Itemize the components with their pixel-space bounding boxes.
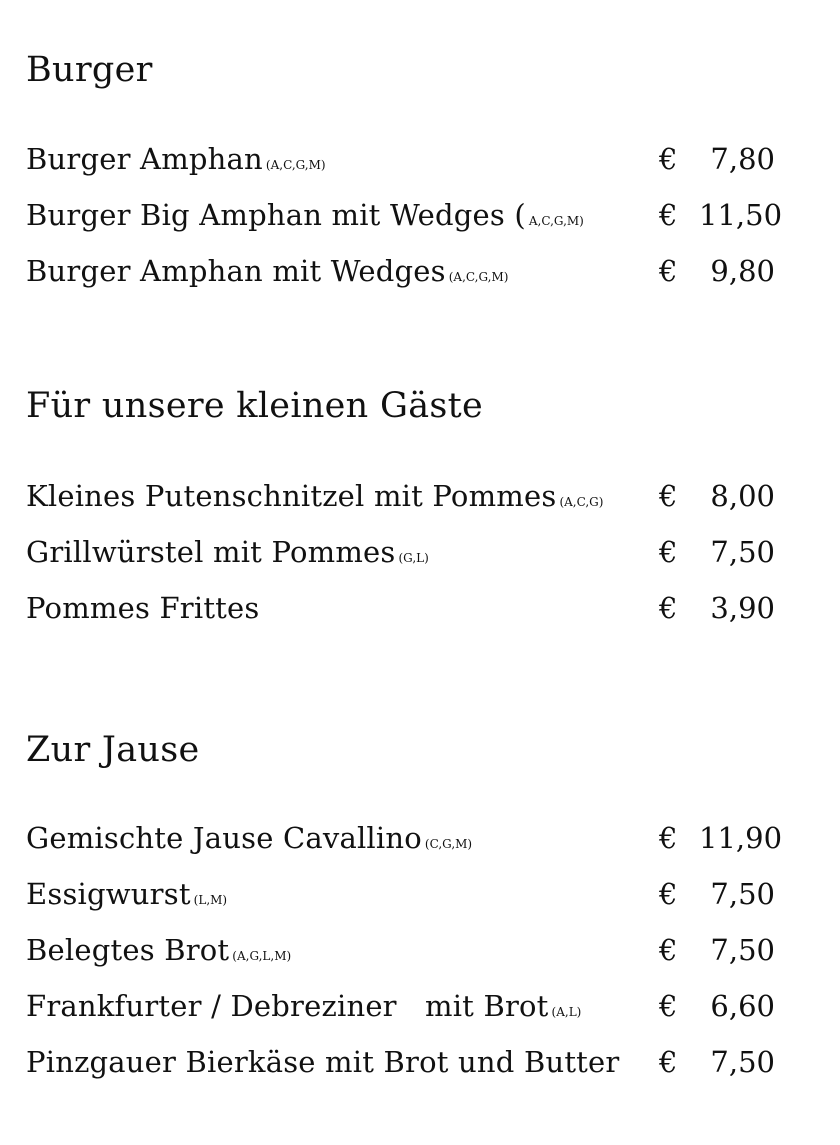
item-label: Essigwurst	[26, 877, 191, 911]
price-amount: 11,50	[699, 198, 783, 232]
item-price	[659, 198, 783, 232]
item-price	[659, 142, 775, 176]
currency-symbol: €	[659, 254, 678, 288]
menu-item	[26, 589, 776, 629]
allergen-codes: (A,G,L,M)	[232, 949, 292, 963]
price-amount: 7,50	[710, 933, 775, 967]
item-label: Grillwürstel mit Pommes	[26, 535, 396, 569]
currency-symbol: €	[659, 535, 678, 569]
item-label: Burger Big Amphan mit Wedges (	[26, 198, 526, 232]
menu-item	[26, 987, 776, 1027]
item-name	[26, 1045, 622, 1079]
allergen-codes: (G,L)	[398, 551, 429, 565]
item-label: Burger Amphan mit Wedges	[26, 254, 446, 288]
currency-symbol: €	[659, 989, 678, 1023]
item-label: Pinzgauer Bierkäse mit Brot und Butter	[26, 1045, 620, 1079]
section-title-jause: Zur Jause	[26, 730, 200, 770]
allergen-codes: (A,L)	[551, 1005, 582, 1019]
currency-symbol: €	[659, 142, 678, 176]
item-price	[659, 535, 775, 569]
item-name	[26, 479, 603, 513]
menu-item	[26, 196, 783, 236]
item-label: Pommes Frittes	[26, 591, 260, 625]
item-label: Burger Amphan	[26, 142, 263, 176]
item-price	[659, 591, 775, 625]
menu-item	[26, 931, 776, 971]
allergen-codes: (C,G,M)	[424, 837, 473, 851]
item-name	[26, 535, 429, 569]
section-title-burger: Burger	[26, 50, 153, 90]
price-amount: 6,60	[710, 989, 775, 1023]
currency-symbol: €	[659, 479, 678, 513]
item-name	[26, 254, 508, 288]
item-price	[659, 933, 775, 967]
section-title-kids: Für unsere kleinen Gäste	[26, 386, 484, 426]
menu-item	[26, 140, 776, 180]
item-name	[26, 198, 584, 232]
item-name	[26, 821, 472, 855]
currency-symbol: €	[659, 877, 678, 911]
item-name	[26, 591, 262, 625]
price-amount: 7,50	[710, 877, 775, 911]
menu-item	[26, 533, 776, 573]
price-amount: 7,80	[710, 142, 775, 176]
price-amount: 8,00	[710, 479, 775, 513]
item-price	[659, 479, 775, 513]
menu-item	[26, 477, 776, 517]
allergen-codes: (A,C,G)	[559, 495, 604, 509]
currency-symbol: €	[659, 198, 678, 232]
item-label: Kleines Putenschnitzel mit Pommes	[26, 479, 557, 513]
price-amount: 11,90	[699, 821, 783, 855]
menu-item	[26, 1043, 776, 1083]
currency-symbol: €	[659, 821, 678, 855]
currency-symbol: €	[659, 1045, 678, 1079]
item-label: Belegtes Brot	[26, 933, 230, 967]
item-price	[659, 254, 775, 288]
item-name	[26, 989, 581, 1023]
menu-item	[26, 252, 776, 292]
allergen-codes: A,C,G,M)	[528, 214, 584, 228]
currency-symbol: €	[659, 933, 678, 967]
menu-item	[26, 875, 776, 915]
allergen-codes: (A,C,G,M)	[448, 270, 509, 284]
item-label: Frankfurter / Debreziner mit Brot	[26, 989, 549, 1023]
item-name	[26, 877, 227, 911]
allergen-codes: (L,M)	[193, 893, 228, 907]
item-name	[26, 933, 291, 967]
price-amount: 7,50	[710, 1045, 775, 1079]
price-amount: 9,80	[710, 254, 775, 288]
allergen-codes: (A,C,G,M)	[265, 158, 326, 172]
item-price	[659, 821, 783, 855]
item-name	[26, 142, 326, 176]
item-label: Gemischte Jause Cavallino	[26, 821, 422, 855]
item-price	[659, 877, 775, 911]
item-price	[659, 1045, 775, 1079]
price-amount: 7,50	[710, 535, 775, 569]
price-amount: 3,90	[710, 591, 775, 625]
item-price	[659, 989, 775, 1023]
menu-item	[26, 819, 783, 859]
currency-symbol: €	[659, 591, 678, 625]
